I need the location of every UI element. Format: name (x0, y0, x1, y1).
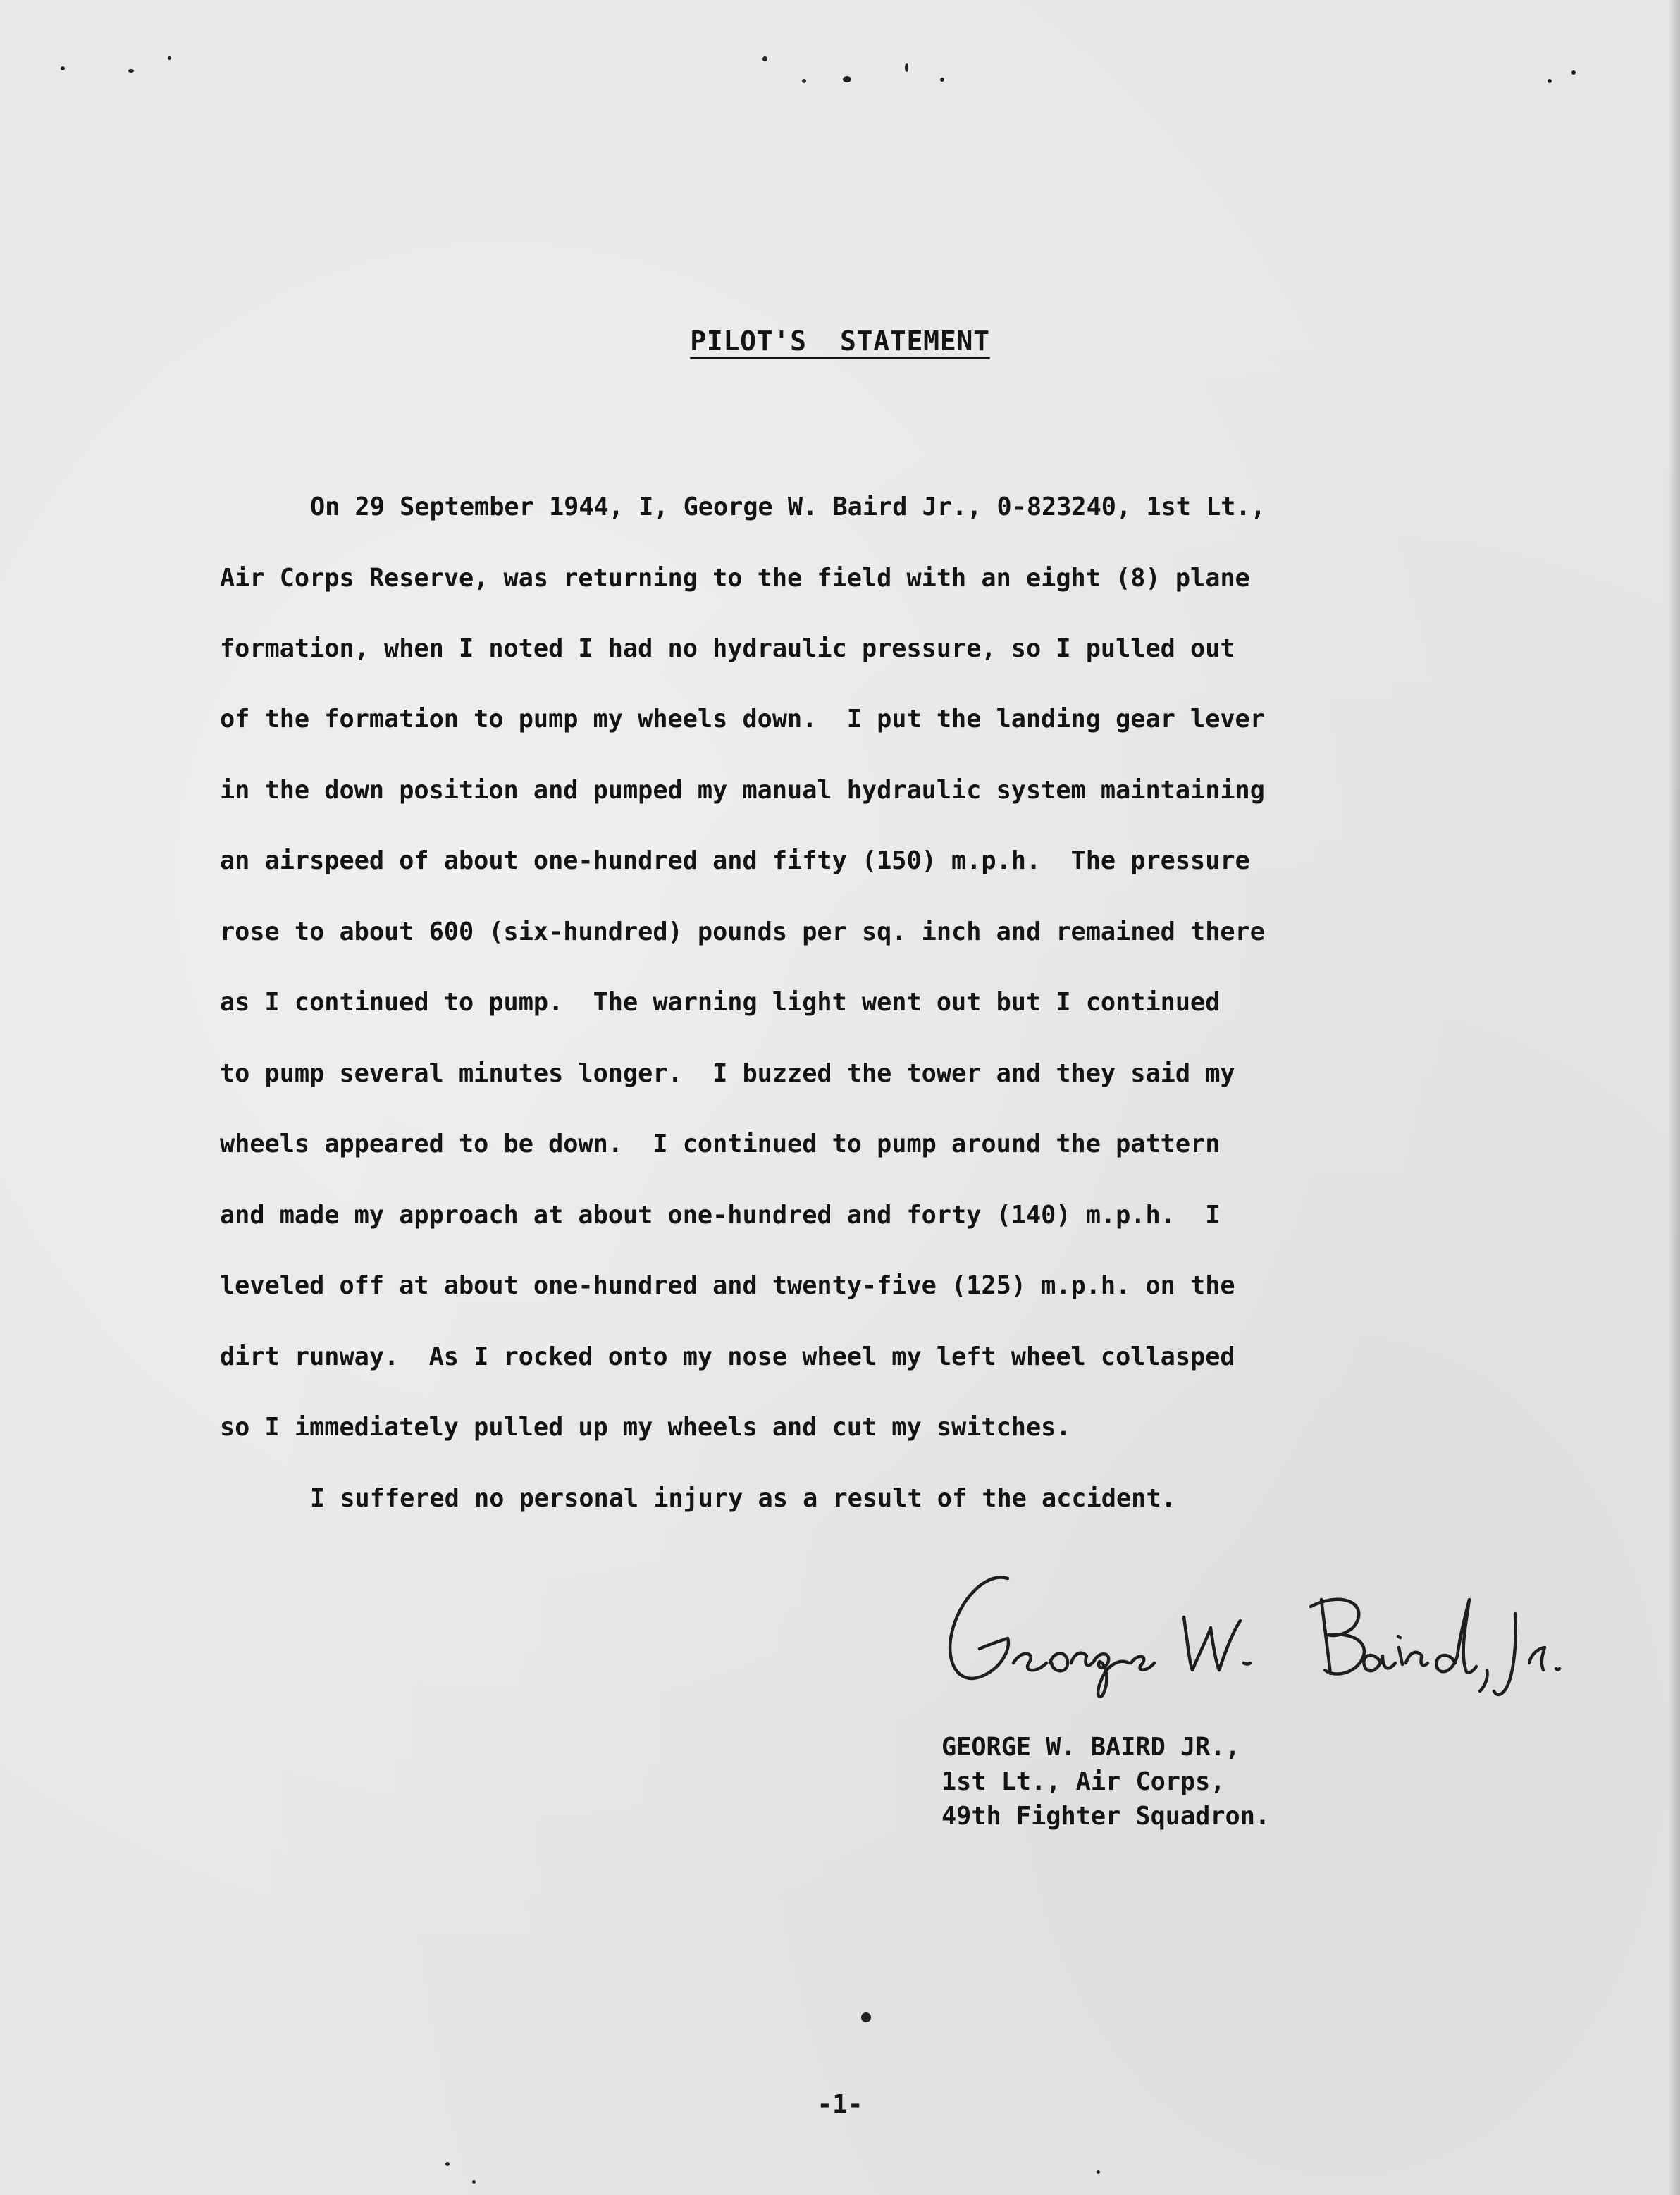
body-line: On 29 September 1944, I, George W. Baird Jr., 0-823240, 1st Lt., (310, 493, 1266, 521)
scan-speck (168, 56, 171, 60)
body-line: in the down position and pumped my manual hydraulic system maintaining (220, 776, 1265, 805)
body-line: to pump several minutes longer. I buzzed the tower and they said my (220, 1059, 1235, 1088)
body-line: dirt runway. As I rocked onto my nose wheel my left wheel collasped (220, 1342, 1235, 1371)
signature-rank: 1st Lt., Air Corps, (941, 1767, 1225, 1796)
scan-speck (861, 2012, 871, 2022)
scan-speck (843, 76, 851, 82)
scan-speck (762, 56, 767, 61)
page-number: -1- (817, 2090, 863, 2119)
body-line: wheels appeared to be down. I continued to pump around the pattern (220, 1130, 1221, 1158)
body-line: as I continued to pump. The warning light went out but I continued (220, 988, 1221, 1017)
body-line: rose to about 600 (six-hundred) pounds per sq. inch and remained there (220, 917, 1265, 946)
signature-unit: 49th Fighter Squadron. (941, 1802, 1271, 1831)
body-line: of the formation to pump my wheels down. I put the landing gear lever (220, 705, 1265, 734)
signature-name: GEORGE W. BAIRD JR., (941, 1733, 1240, 1762)
body-line: formation, when I noted I had no hydraulic pressure, so I pulled out (220, 634, 1235, 663)
scan-speck (1548, 79, 1552, 83)
body-line: and made my approach at about one-hundred and forty (140) m.p.h. I (220, 1201, 1221, 1230)
handwritten-signature (930, 1557, 1564, 1698)
scan-speck (802, 79, 806, 83)
scan-speck (1571, 70, 1576, 75)
body-line: leveled off at about one-hundred and twenty-five (125) m.p.h. on the (220, 1271, 1235, 1300)
scan-speck (61, 66, 65, 70)
closing-line: I suffered no personal injury as a result of the accident. (310, 1484, 1176, 1513)
scan-speck (472, 2180, 476, 2184)
scan-speck (905, 63, 908, 72)
body-line: Air Corps Reserve, was returning to the field with an eight (8) plane (220, 564, 1250, 593)
scan-speck (1097, 2170, 1100, 2174)
scan-speck (445, 2162, 450, 2166)
document-title: PILOT'S STATEMENT (690, 326, 990, 357)
scan-speck (940, 78, 944, 82)
body-line: so I immediately pulled up my wheels and cut my switches. (220, 1413, 1071, 1442)
body-line: an airspeed of about one-hundred and fifty (150) m.p.h. The pressure (220, 846, 1250, 875)
scan-speck (128, 69, 134, 73)
